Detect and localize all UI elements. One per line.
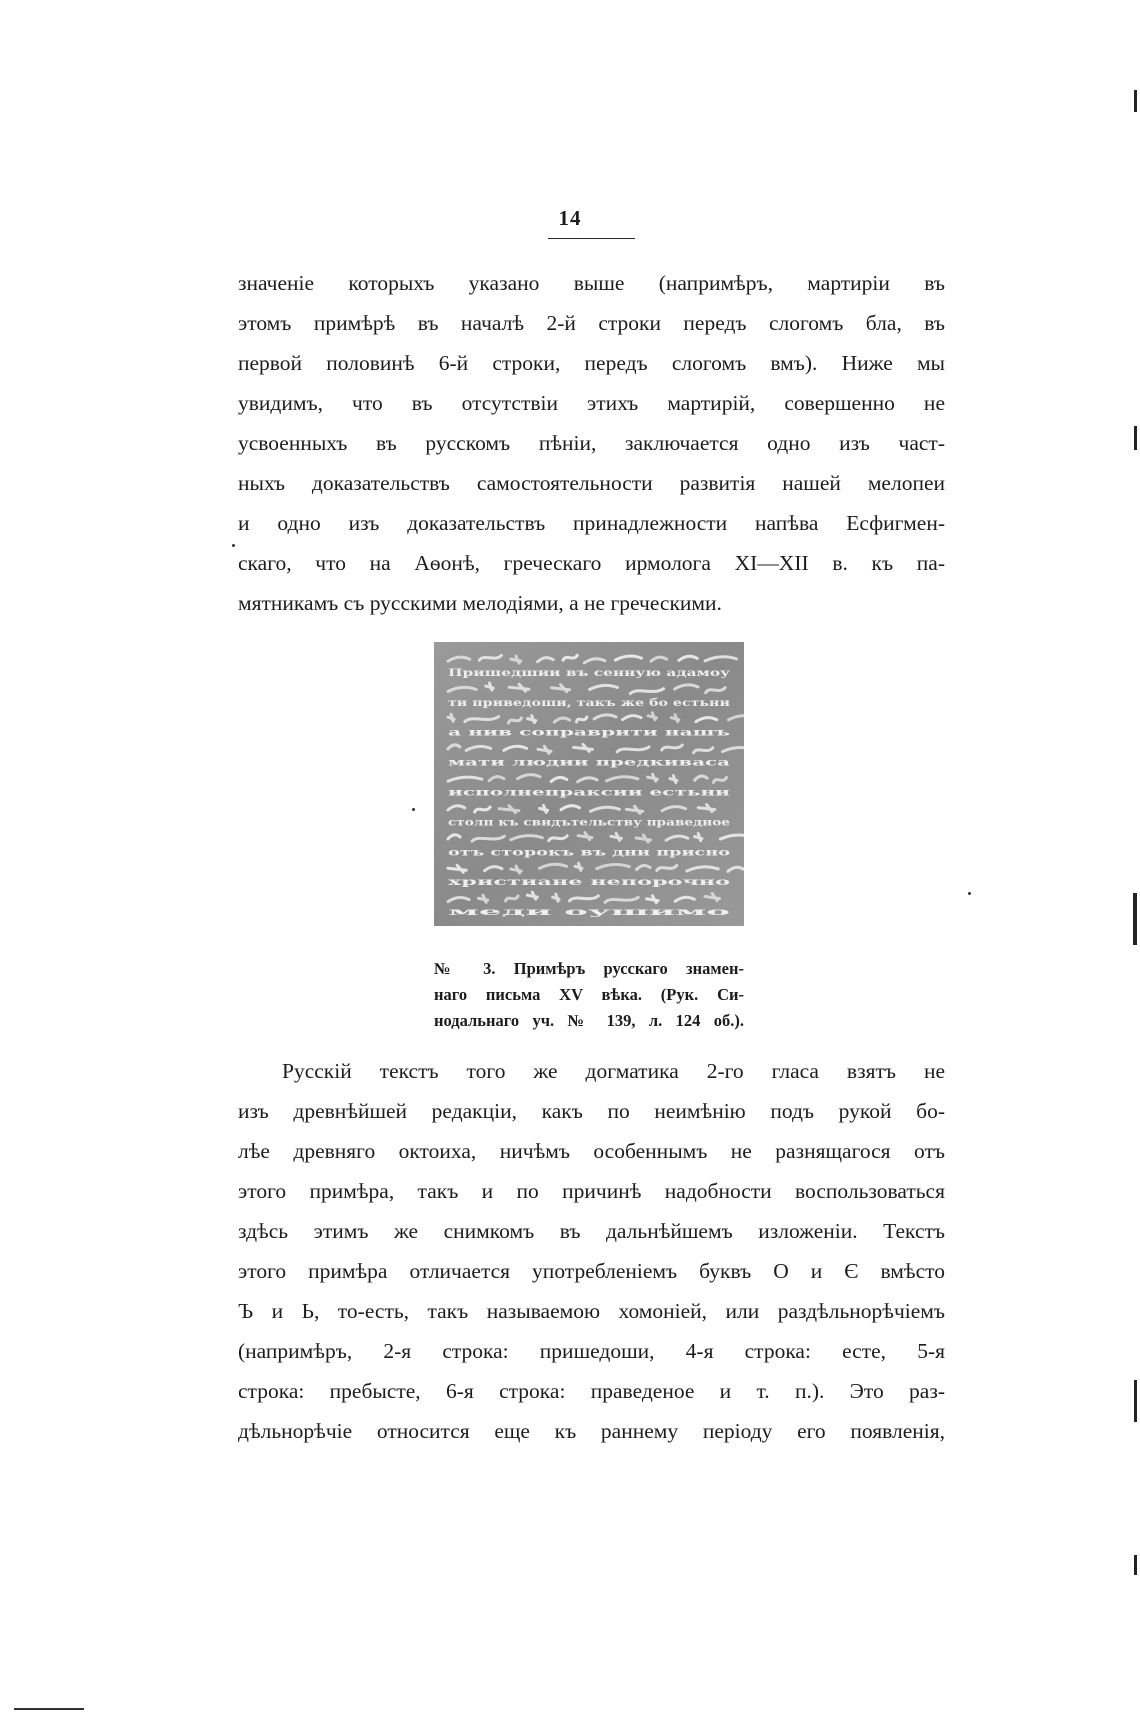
page-number: 14 [558, 206, 582, 230]
margin-scan-mark [1134, 1380, 1137, 1422]
caption-line: нодальнаго уч. № 139, л. 124 об.). [434, 1011, 744, 1030]
bottom-left-scan-mark [14, 1708, 84, 1710]
manuscript-image [434, 642, 744, 926]
margin-scan-mark [1134, 90, 1137, 112]
scan-speck [412, 808, 415, 811]
paragraph-2-line: Русскій текстъ того же догматика 2-го гласа взятъ не [282, 1059, 945, 1083]
caption-line: наго письма XV вѣка. (Рук. Си- [434, 985, 744, 1004]
caption-line: № 3. Примѣръ русскаго знамен- [434, 959, 744, 978]
manuscript-text-line: Пришедшии въ сенную адамоу [448, 667, 731, 679]
paragraph-2-line: дѣльнорѣчіе относится еще къ раннему періоду его появленія, [238, 1419, 945, 1443]
paragraph-2-line: здѣсь этимъ же снимкомъ въ дальнѣйшемъ изложеніи. Текстъ [238, 1219, 945, 1243]
page-number-rule [548, 238, 635, 239]
paragraph-1-line: и одно изъ доказательствъ принадлежности напѣва Есфигмен- [238, 511, 945, 535]
paragraph-2-line: этого примѣра, такъ и по причинѣ надобности воспользоваться [238, 1179, 945, 1203]
scan-speck [232, 544, 235, 547]
margin-scan-mark [1134, 1555, 1137, 1575]
manuscript-text-line: столп къ свидътельству праведное [448, 817, 730, 829]
scan-speck [968, 892, 971, 895]
margin-scan-mark [1133, 893, 1137, 945]
paragraph-1-line: ныхъ доказательствъ самостоятельности развитія нашей мелопеи [238, 471, 945, 495]
paragraph-2-line: лѣе древняго октоиха, ничѣмъ особеннымъ не разнящагося отъ [238, 1139, 945, 1163]
manuscript-text-line: отъ сторокъ въ дни присно [448, 847, 731, 859]
manuscript-text-line: мати людии предкиваса [448, 757, 732, 769]
margin-scan-mark [1134, 426, 1137, 450]
paragraph-1-line: усвоенныхъ въ русскомъ пѣніи, заключается одно изъ част- [238, 431, 945, 455]
manuscript-text-line: христиане непорочно [448, 877, 731, 889]
manuscript-text-line: ти приведоши, такъ же бо естьни [448, 697, 731, 709]
paragraph-1-line: первой половинѣ 6-й строки, передъ слогомъ вмъ). Ниже мы [238, 351, 945, 375]
paragraph-2-line: строка: пребысте, 6-я строка: праведеное и т. п.). Это раз- [238, 1379, 945, 1403]
paragraph-1-line: этомъ примѣрѣ въ началѣ 2-й строки передъ слогомъ бла, въ [238, 311, 945, 335]
paragraph-1-line: значеніе которыхъ указано выше (напримѣръ, мартиріи въ [238, 271, 945, 295]
paragraph-1-line: скаго, что на Аѳонѣ, греческаго ирмолога XI—XII в. къ па- [238, 551, 945, 575]
paragraph-2-line: этого примѣра отличается употребленіемъ буквъ О и Є вмѣсто [238, 1259, 945, 1283]
manuscript-svg [434, 642, 744, 926]
paragraph-1-line: увидимъ, что въ отсутствіи этихъ мартирій, совершенно не [238, 391, 945, 415]
manuscript-text-line: меди оушимо [448, 907, 732, 919]
manuscript-text-line: исполнепраксии естьни [448, 787, 732, 799]
paragraph-1-line: мятникамъ съ русскими мелодіями, а не греческими. [238, 591, 722, 615]
paragraph-2-line: изъ древнѣйшей редакціи, какъ по неимѣнію подъ рукой бо- [238, 1099, 945, 1123]
paragraph-2-line: (напримѣръ, 2-я строка: пришедоши, 4-я строка: есте, 5-я [238, 1339, 945, 1363]
manuscript-text-line: а нив соправрити нашъ [448, 727, 731, 739]
paragraph-2-line: Ъ и Ь, то-есть, такъ называемою хомоніей, или раздѣльнорѣчіемъ [238, 1299, 945, 1323]
